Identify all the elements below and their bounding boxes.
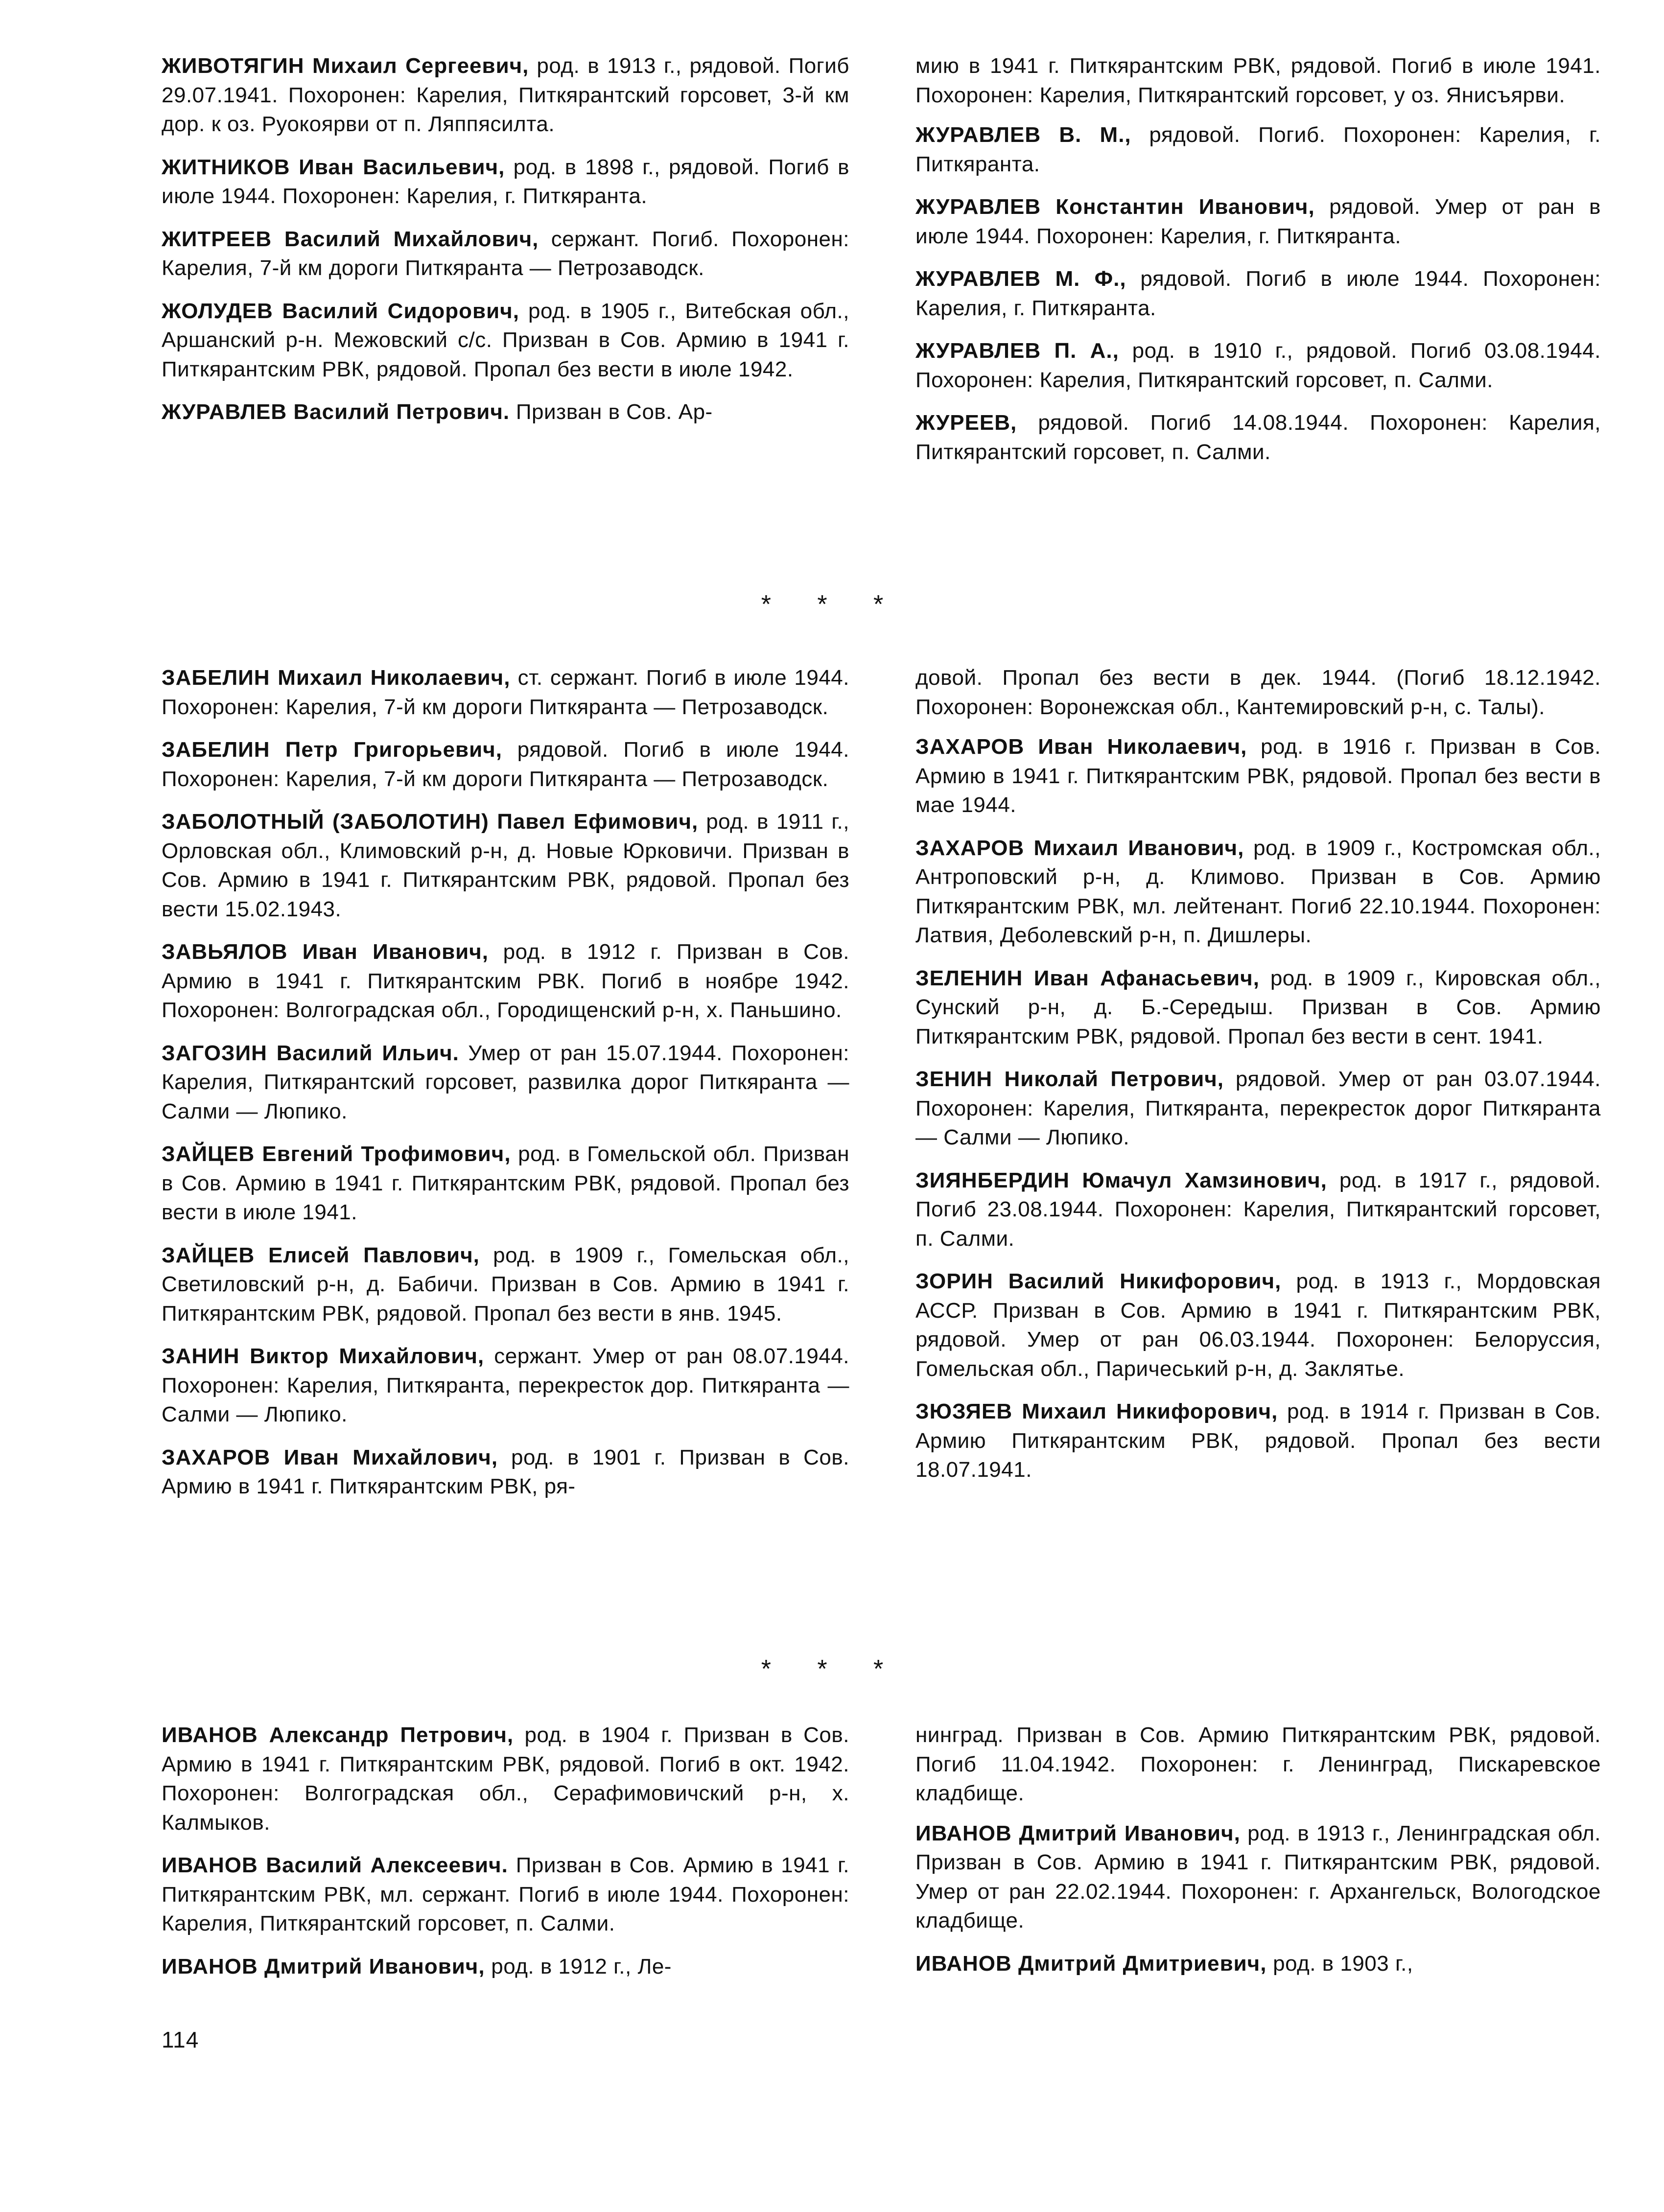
entry-name: ЗАВЬЯЛОВ Иван Иванович, [162, 940, 489, 964]
entry-text: род. в 1917 г., рядовой. Погиб 23.08.1944. Похоронен: Карелия, Питкярантский горсовет, п. Салми. [915, 1168, 1601, 1251]
entry-text: рядовой. Умер от ран 03.07.1944. Похоронен: Карелия, Питкяранта, перекресток дорог Питкяранта — Салми — Люпико. [915, 1067, 1601, 1149]
entry [915, 732, 1601, 820]
entry-text: Умер от ран 15.07.1944. Похоронен: Карелия, Питкярантский горсовет, развилка дорог Питкяранта — Салми — Люпико. [162, 1041, 849, 1123]
entry-name: ИВАНОВ Дмитрий Иванович, [915, 1821, 1241, 1845]
entry-text: сержант. Погиб. Похоронен: Карелия, 7-й км дороги Питкяранта — Петрозаводск. [162, 227, 849, 280]
entry-text: род. в 1909 г., Гомельская обл., Светиловский р-н, д. Бабичи. Призван в Сов. Армию в 1941 г. Питкярантским РВК, рядовой. Пропал без вести в янв. 1945. [162, 1243, 849, 1326]
entry-continuation: довой. Пропал без вести в дек. 1944. (Погиб 18.12.1942. Похоронен: Воронежская обл., Кантемировский р-н, с. Талы). [915, 666, 1601, 719]
entry-name: ЗАНИН Виктор Михайлович, [162, 1344, 485, 1368]
entry-name: ЗАБЕЛИН Михаил Николаевич, [162, 666, 511, 690]
right-column [915, 663, 1601, 1498]
entry-name: ЖУРАВЛЕВ П. А., [915, 339, 1119, 363]
entry-name: ЖУРЕЕВ, [915, 411, 1017, 435]
entry-text: рядовой. Погиб. Похоронен: Карелия, г. Питкяранта. [915, 123, 1601, 176]
entry [915, 192, 1601, 251]
entry-text: род. в Гомельской обл. Призван в Сов. Армию в 1941 г. Питкярантским РВК, рядовой. Пропал без вести в июле 1941. [162, 1142, 850, 1224]
entry [162, 663, 849, 722]
entry [162, 225, 849, 283]
page-number: 114 [162, 2027, 199, 2052]
entry-name: ЖУРАВЛЕВ В. М., [915, 123, 1131, 147]
section-divider: * * * [761, 590, 903, 619]
entry-text: сержант. Умер от ран 08.07.1944. Похоронен: Карелия, Питкяранта, перекресток дор. Питкяранта — Салми — Люпико. [162, 1344, 849, 1426]
entry [915, 1397, 1601, 1485]
entry-name: ЖУРАВЛЕВ Константин Иванович, [915, 195, 1315, 219]
entry [162, 735, 849, 793]
entry-name: ЖОЛУДЕВ Василий Сидорович, [162, 299, 519, 323]
entry [162, 937, 849, 1025]
entry-continuation: нинград. Призван в Сов. Армию Питкярантским РВК, рядовой. Погиб 11.04.1942. Похоронен: г. Ленинград, Пискаревское кладбище. [915, 1723, 1601, 1805]
entry-text: род. в 1913 г., Мордовская АССР. Призван в Сов. Армию в 1941 г. Питкярантским РВК, рядовой. Умер от ран 06.03.1944. Похоронен: Белоруссия, Гомельская обл., Паричеський р-н, д. Заклятье. [915, 1269, 1601, 1381]
right-column [915, 51, 1601, 480]
left-column [162, 1721, 849, 1995]
entry-name: ИВАНОВ Александр Петрович, [162, 1723, 514, 1747]
entry [915, 1819, 1601, 1935]
entry [162, 397, 849, 427]
entry-name: ЗАХАРОВ Михаил Иванович, [915, 836, 1244, 860]
left-column [162, 51, 849, 441]
entry-text: род. в 1912 г., Ле- [485, 1954, 672, 1979]
entry [162, 1039, 849, 1126]
entry-text: Призван в Сов. Армию в 1941 г. Питкярантским РВК, мл. сержант. Погиб в июле 1944. Похоронен: Карелия, Питкярантский горсовет, п. Салми. [162, 1853, 849, 1935]
entry-text: род. в 1913 г., Ленинградская обл. Призван в Сов. Армию в 1941 г. Питкярантским РВК, рядовой. Умер от ран 22.02.1944. Похоронен: г. Архангельск, Вологодское кладбище. [915, 1821, 1601, 1933]
entry-text: род. в 1910 г., рядовой. Погиб 03.08.1944. Похоронен: Карелия, Питкярантский горсовет, п. Салми. [915, 339, 1601, 392]
entry-name: ИВАНОВ Василий Алексеевич. [162, 1853, 508, 1877]
entry [915, 1267, 1601, 1383]
entry [162, 1443, 849, 1501]
entry [915, 408, 1601, 466]
entry-text: род. в 1916 г. Призван в Сов. Армию в 1941 г. Питкярантским РВК, рядовой. Пропал без вести в мае 1944. [915, 735, 1601, 817]
entry [915, 1949, 1601, 1979]
entry-name: ЗЕЛЕНИН Иван Афанасьевич, [915, 966, 1260, 990]
entry-name: ЗАБОЛОТНЫЙ (ЗАБОЛОТИН) Павел Ефимович, [162, 810, 699, 834]
entry-name: ЗАЙЦЕВ Евгений Трофимович, [162, 1142, 511, 1166]
entry [162, 153, 849, 211]
entry-text: рядовой. Погиб 14.08.1944. Похоронен: Карелия, Питкярантский горсовет, п. Салми. [915, 411, 1601, 464]
entry-text: ст. сержант. Погиб в июле 1944. Похоронен: Карелия, 7-й км дороги Питкяранта — Петрозаводск. [162, 666, 850, 719]
entry-name: ЖИТНИКОВ Иван Васильевич, [162, 155, 505, 179]
entry-name: ЗАХАРОВ Иван Михайлович, [162, 1445, 498, 1469]
entry [915, 964, 1601, 1051]
left-column [162, 663, 849, 1515]
entry-text: род. в 1903 г., [1266, 1951, 1413, 1976]
entry-name: ЗИЯНБЕРДИН Юмачул Хамзинович, [915, 1168, 1327, 1192]
entry-name: ЖИВОТЯГИН Михаил Сергеевич, [162, 54, 529, 78]
entry-name: ЗЮЗЯЕВ Михаил Никифорович, [915, 1399, 1278, 1423]
entry-name: ЗАГОЗИН Василий Ильич. [162, 1041, 459, 1065]
entry [915, 336, 1601, 395]
entry [915, 120, 1601, 179]
entry-name: ЗОРИН Василий Никифорович, [915, 1269, 1282, 1293]
entry-text: род. в 1905 г., Витебская обл., Аршанский р-н. Межовский с/с. Призван в Сов. Армию в 1941 г. Питкярантским РВК, рядовой. Пропал без вести в июле 1942. [162, 299, 849, 381]
entry-text: рядовой. Погиб в июле 1944. Похоронен: Карелия, 7-й км дороги Питкяранта — Петрозаводск. [162, 738, 850, 791]
entry-text: род. в 1911 г., Орловская обл., Климовский р-н, д. Новые Юрковичи. Призван в Сов. Армию в 1941 г. Питкярантским РВК, рядовой. Пропал без вести 15.02.1943. [162, 810, 850, 921]
entry-name: ЗЕНИН Николай Петрович, [915, 1067, 1224, 1091]
section-divider: * * * [761, 1655, 903, 1683]
entry-text: род. в 1909 г., Костромская обл., Антроповский р-н, д. Климово. Призван в Сов. Армию Питкярантским РВК, мл. лейтенант. Погиб 22.10.1944. Похоронен: Латвия, Деболевский р-н, п. Дишлеры. [915, 836, 1601, 947]
entry [162, 1851, 849, 1938]
entry [162, 1721, 849, 1837]
entry-text: род. в 1913 г., рядовой. Погиб 29.07.1941. Похоронен: Карелия, Питкярантский горсовет, 3-й км дор. к оз. Руокоярви от п. Ляппясилта. [162, 54, 849, 136]
entry-text: рядовой. Умер от ран в июле 1944. Похоронен: Карелия, г. Питкяранта. [915, 195, 1601, 248]
entry-name: ЖИТРЕЕВ Василий Михайлович, [162, 227, 539, 251]
entry [162, 1140, 849, 1227]
entry [915, 834, 1601, 950]
entry [162, 1342, 849, 1429]
entry [162, 1952, 849, 1981]
entry-text: Призван в Сов. Ар- [510, 400, 713, 424]
entry-name: ЖУРАВЛЕВ Василий Петрович. [162, 400, 510, 424]
entry-name: ЗАБЕЛИН Петр Григорьевич, [162, 738, 502, 762]
entry-text: рядовой. Погиб в июле 1944. Похоронен: Карелия, г. Питкяранта. [915, 267, 1601, 320]
entry [162, 51, 849, 139]
right-column [915, 1721, 1601, 1992]
entry-text: род. в 1912 г. Призван в Сов. Армию в 1941 г. Питкярантским РВК. Погиб в ноябре 1942. Похоронен: Волгоградская обл., Городищенский р-н, х. Паньшино. [162, 940, 850, 1022]
entry [915, 1065, 1601, 1152]
entry [915, 264, 1601, 323]
entry-text: род. в 1901 г. Призван в Сов. Армию в 1941 г. Питкярантским РВК, ря- [162, 1445, 849, 1498]
entry [162, 297, 849, 384]
entry-continuation: мию в 1941 г. Питкярантским РВК, рядовой. Погиб в июле 1941. Похоронен: Карелия, Питкярантский горсовет, у оз. Янисъярви. [915, 54, 1601, 107]
entry-name: ИВАНОВ Дмитрий Иванович, [162, 1954, 485, 1979]
entry [162, 807, 849, 924]
entry-text: род. в 1909 г., Кировская обл., Сунский р-н, д. Б.-Середыш. Призван в Сов. Армию Питкярантским РВК, рядовой. Пропал без вести в сент. 1941. [915, 966, 1601, 1048]
entry [162, 1241, 849, 1328]
entry-text: род. в 1904 г. Призван в Сов. Армию в 1941 г. Питкярантским РВК, рядовой. Погиб в окт. 1942. Похоронен: Волгоградская обл., Серафимовичский р-н, х. Калмыков. [162, 1723, 849, 1835]
entry-text: род. в 1898 г., рядовой. Погиб в июле 1944. Похоронен: Карелия, г. Питкяранта. [162, 155, 849, 208]
entry-name: ЖУРАВЛЕВ М. Ф., [915, 267, 1126, 291]
entry-name: ЗАХАРОВ Иван Николаевич, [915, 735, 1247, 759]
entry-name: ЗАЙЦЕВ Елисей Павлович, [162, 1243, 480, 1267]
entry [915, 1166, 1601, 1254]
entry-text: род. в 1914 г. Призван в Сов. Армию Питкярантским РВК, рядовой. Пропал без вести 18.07.1941. [915, 1399, 1601, 1482]
entry-name: ИВАНОВ Дмитрий Дмитриевич, [915, 1951, 1267, 1976]
